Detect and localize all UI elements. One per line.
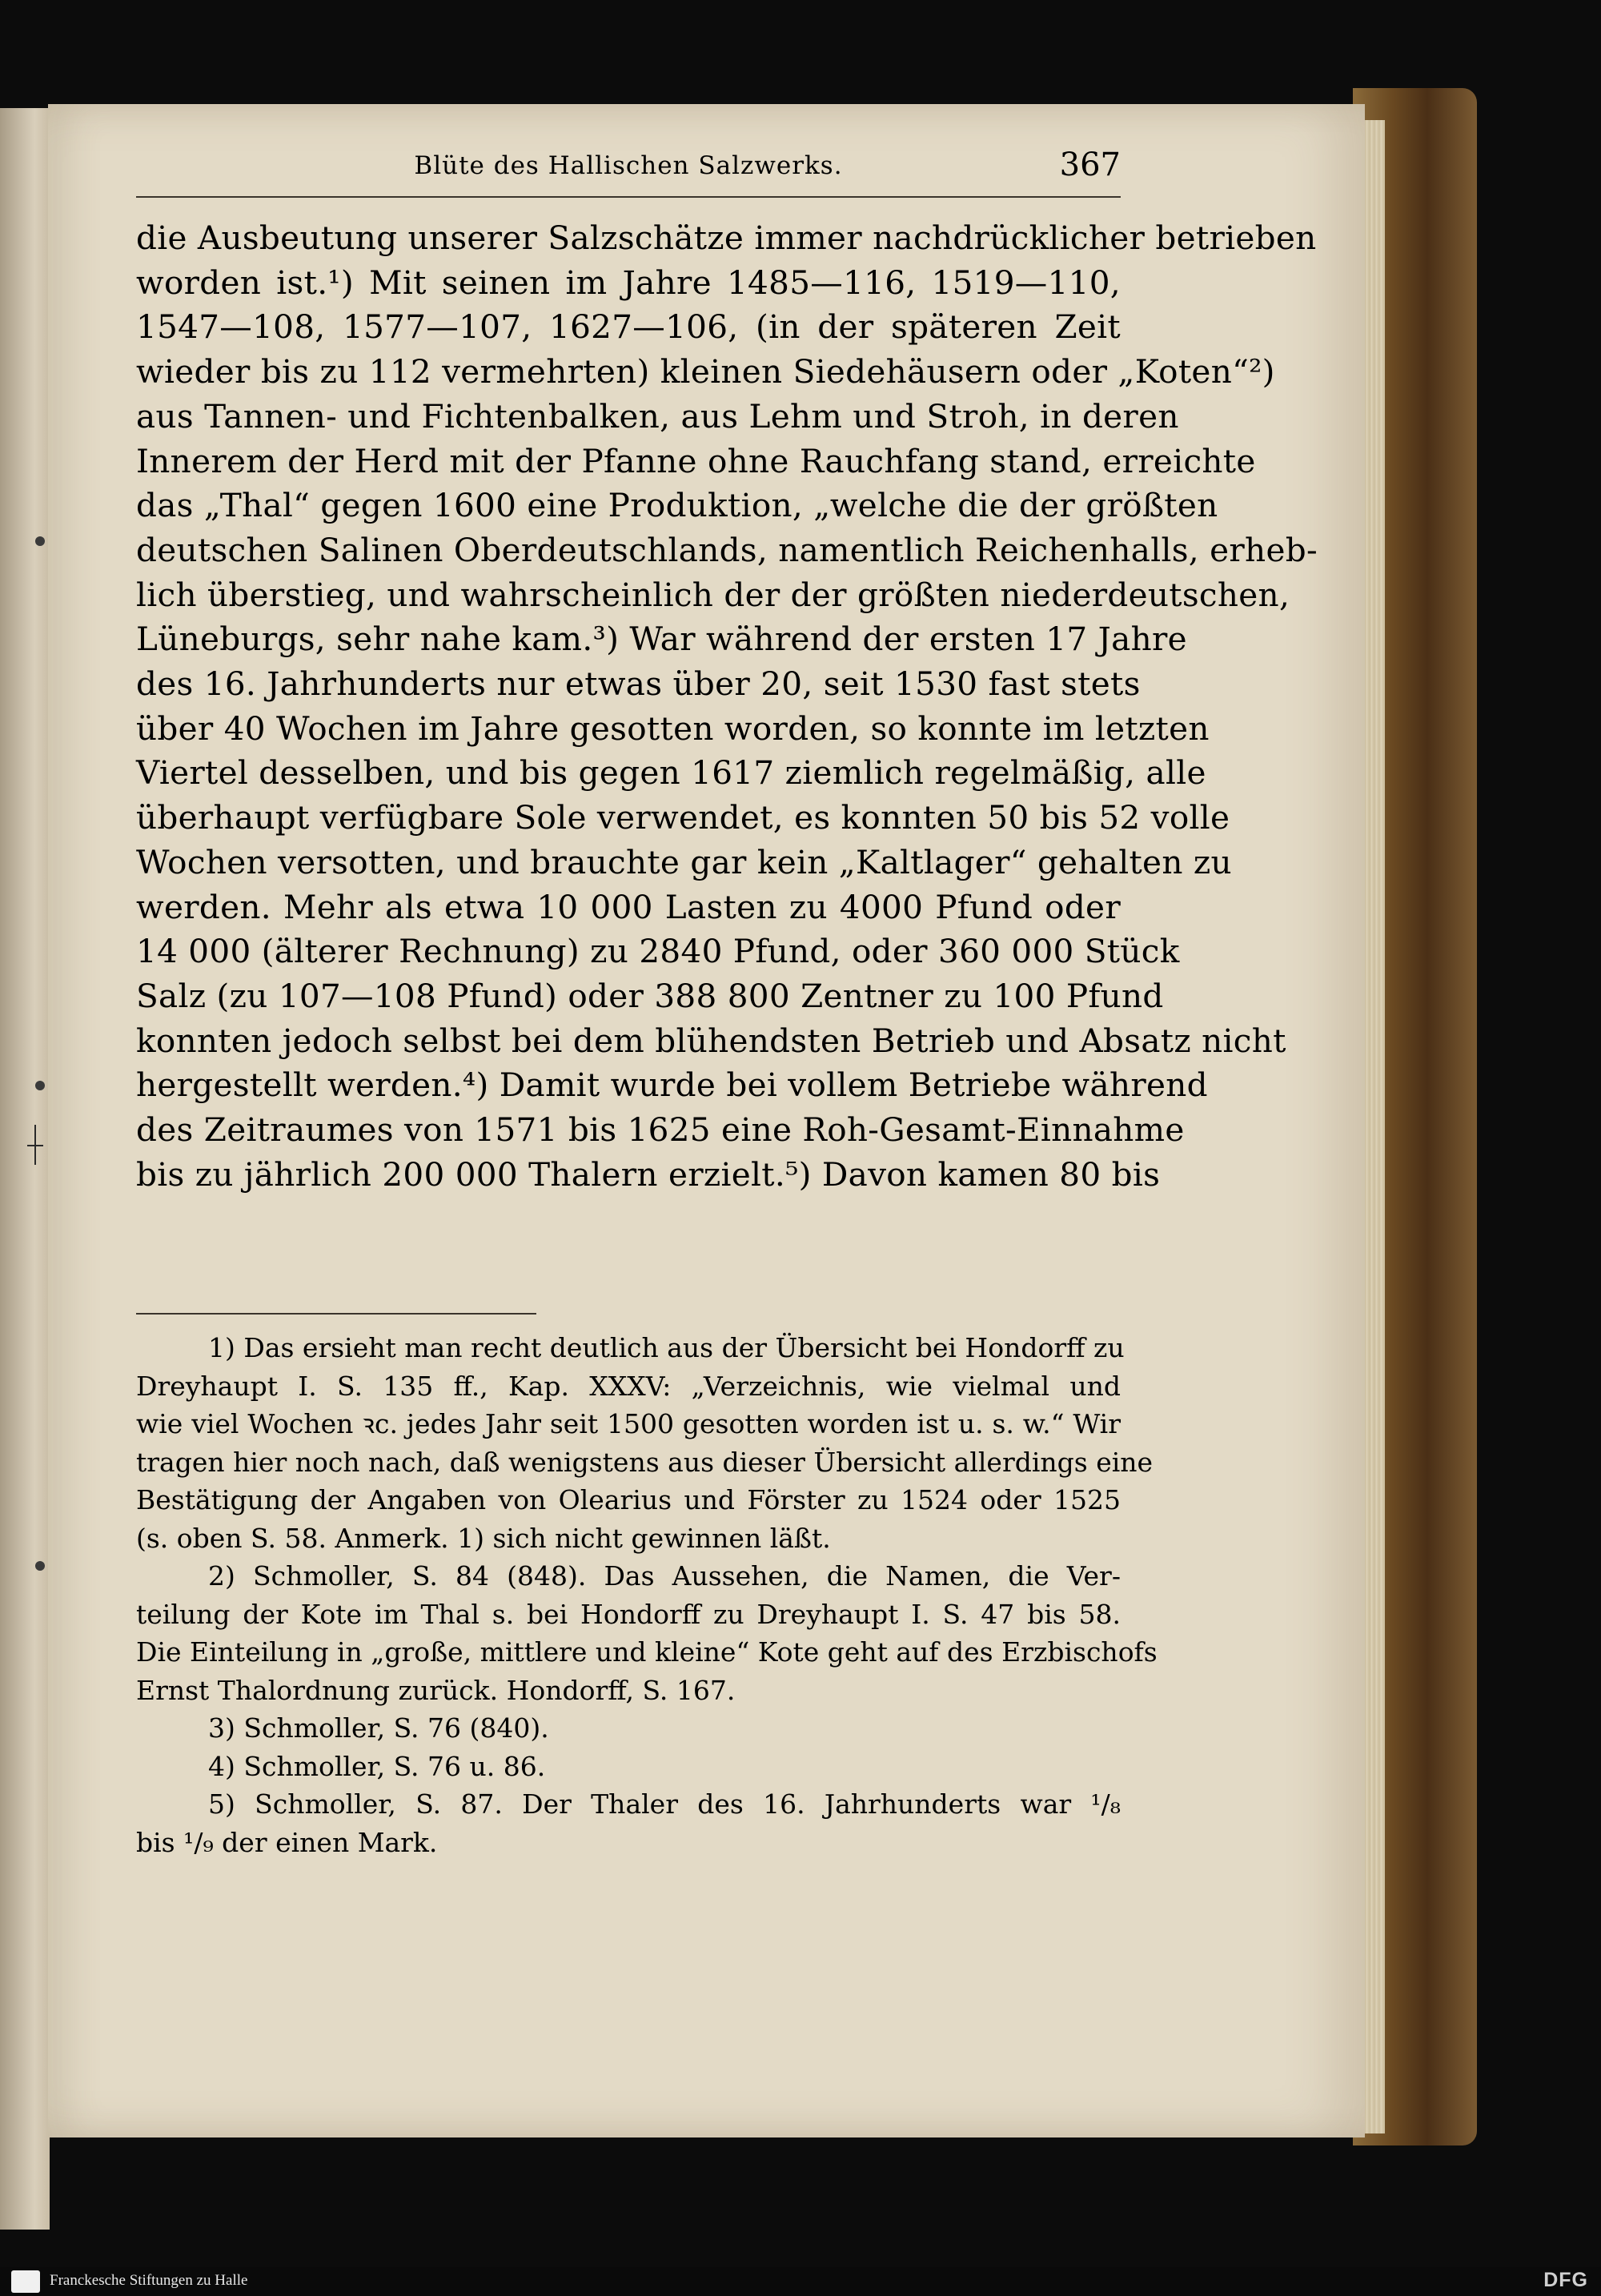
footnote-line: 1) Das ersieht man recht deutlich aus der Übersicht bei Hondorff zu: [208, 1332, 1125, 1363]
page-header: [136, 140, 1121, 198]
text-line: konnten jedoch selbst bei dem blühendsten Betrieb und Absatz nicht: [136, 1021, 1286, 1060]
institution-name: Franckesche Stiftungen zu Halle: [50, 2272, 248, 2289]
main-text: [136, 216, 1318, 1197]
text-line: deutschen Salinen Oberdeutschlands, namentlich Reichenhalls, erheb-: [136, 530, 1318, 569]
text-line: das „Thal“ gegen 1600 eine Produktion, „welche die der größten: [136, 486, 1218, 525]
footnote-line: Dreyhaupt I. S. 135 ff., Kap. XXXV: „Verzeichnis, wie vielmal und: [136, 1370, 1121, 1402]
footnote-line: teilung der Kote im Thal s. bei Hondorff zu Dreyhaupt I. S. 47 bis 58.: [136, 1598, 1121, 1630]
text-line: Lüneburgs, sehr nahe kam.³) War während der ersten 17 Jahre: [136, 620, 1187, 659]
text-line: 14 000 (älterer Rechnung) zu 2840 Pfund, oder 360 000 Stück: [136, 932, 1180, 971]
text-line: des Zeitraumes von 1571 bis 1625 eine Roh-Gesamt-Einnahme: [136, 1110, 1185, 1150]
text-line: hergestellt werden.⁴) Damit wurde bei vollem Betriebe während: [136, 1066, 1208, 1105]
margin-dot: [35, 1081, 45, 1090]
text-line: worden ist.¹) Mit seinen im Jahre 1485—116, 1519—110,: [136, 263, 1121, 302]
text-line: Viertel desselben, und bis gegen 1617 ziemlich regelmäßig, alle: [136, 753, 1206, 793]
text-line: werden. Mehr als etwa 10 000 Lasten zu 4000 Pfund oder: [136, 887, 1121, 926]
text-line: wieder bis zu 112 vermehrten) kleinen Siedehäusern oder „Koten“²): [136, 352, 1275, 391]
text-line: Wochen versotten, und brauchte gar kein „Kaltlager“ gehalten zu: [136, 842, 1232, 881]
running-title: Blüte des Hallischen Salzwerks.: [414, 151, 843, 180]
footnote-line: bis ¹/₉ der einen Mark.: [136, 1826, 438, 1858]
footnote-line: Die Einteilung in „große, mittlere und kleine“ Kote geht auf des Erzbischofs: [136, 1636, 1158, 1668]
footnote-rule: [136, 1313, 536, 1315]
text-line: 1547—108, 1577—107, 1627—106, (in der späteren Zeit: [136, 307, 1121, 347]
text-line: Salz (zu 107—108 Pfund) oder 388 800 Zentner zu 100 Pfund: [136, 976, 1164, 1015]
text-line: überhaupt verfügbare Sole verwendet, es konnten 50 bis 52 volle: [136, 798, 1230, 837]
footnote-line: tragen hier noch nach, daß wenigstens aus dieser Übersicht allerdings eine: [136, 1446, 1154, 1478]
text-line: Innerem der Herd mit der Pfanne ohne Rauchfang stand, erreichte: [136, 441, 1256, 480]
text-line: des 16. Jahrhunderts nur etwas über 20, seit 1530 fast stets: [136, 664, 1141, 704]
footnotes: [136, 1329, 1158, 1861]
margin-dot: [35, 536, 45, 546]
footnote-line: Ernst Thalordnung zurück. Hondorff, S. 167.: [136, 1674, 736, 1706]
footnote-line: 4) Schmoller, S. 76 u. 86.: [208, 1750, 546, 1782]
footnote-line: 3) Schmoller, S. 76 (840).: [208, 1712, 549, 1744]
dfg-logo: DFG: [1543, 2269, 1588, 2291]
text-line: aus Tannen- und Fichtenbalken, aus Lehm und Stroh, in deren: [136, 396, 1179, 436]
page-number: 367: [1059, 147, 1121, 183]
text-line: lich überstieg, und wahrscheinlich der der größten niederdeutschen,: [136, 575, 1290, 614]
margin-dot: [35, 1561, 45, 1571]
margin-mark: [34, 1125, 36, 1165]
footnote-line: wie viel Wochen ꝛc. jedes Jahr seit 1500 gesotten worden ist u. s. w.“ Wir: [136, 1408, 1121, 1439]
footnote-line: 5) Schmoller, S. 87. Der Thaler des 16. Jahrhunderts war ¹/₈: [208, 1788, 1121, 1820]
footnote-line: Bestätigung der Angaben von Olearius und Förster zu 1524 oder 1525: [136, 1484, 1121, 1515]
footnote-line: 2) Schmoller, S. 84 (848). Das Aussehen, die Namen, die Ver-: [208, 1560, 1121, 1592]
institution-logo-icon: [11, 2270, 40, 2293]
footnote-line: (s. oben S. 58. Anmerk. 1) sich nicht gewinnen läßt.: [136, 1522, 831, 1554]
text-line: über 40 Wochen im Jahre gesotten worden, so konnte im letzten: [136, 708, 1210, 748]
text-line: bis zu jährlich 200 000 Thalern erzielt.⁵) Davon kamen 80 bis: [136, 1154, 1161, 1194]
text-line: die Ausbeutung unserer Salzschätze immer nachdrücklicher betrieben: [136, 219, 1317, 257]
left-page-edge: [0, 108, 50, 2230]
